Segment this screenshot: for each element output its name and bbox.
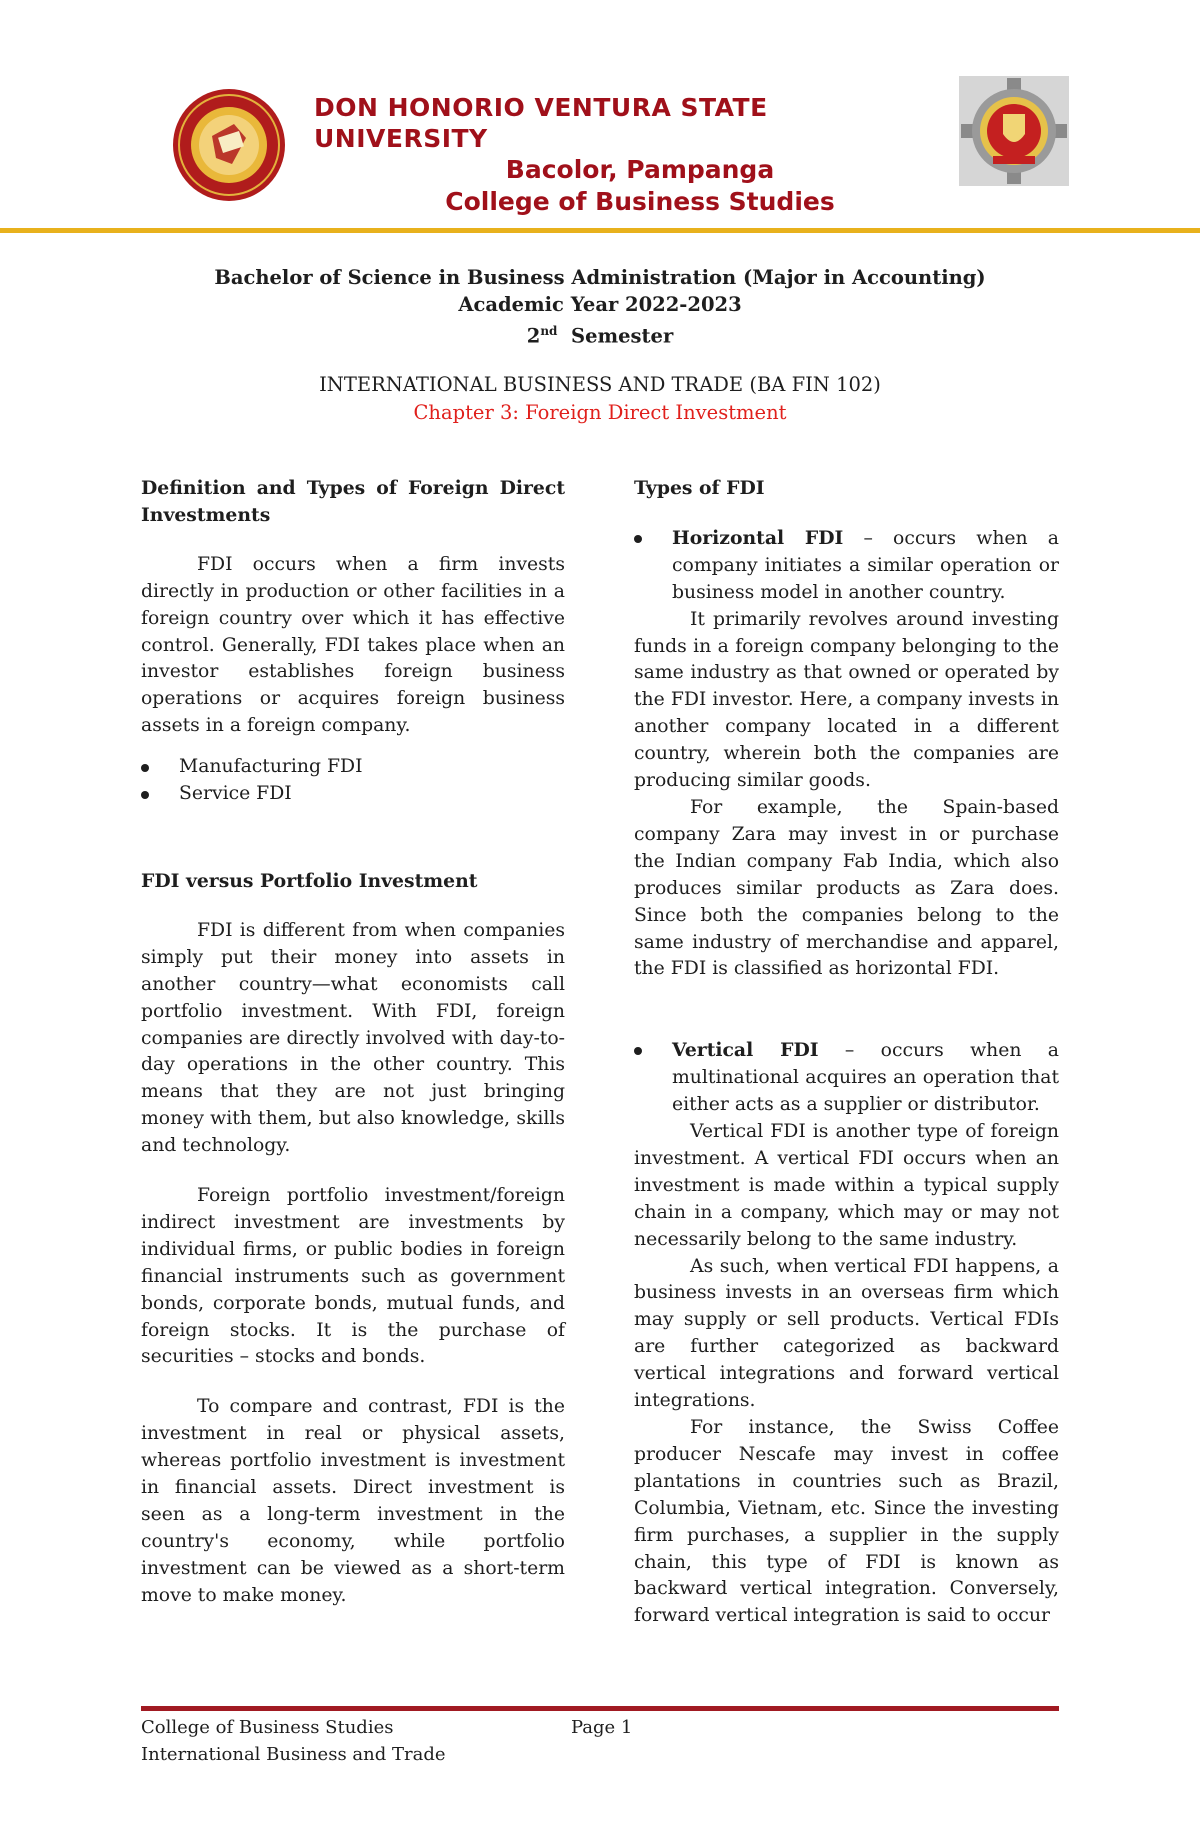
list-item xyxy=(141,754,565,781)
paragraph-fdi-difference: FDI is different from when companies simply put their money into assets in another country—what economists call portfolio investment. With FDI, foreign companies are directly involved with day-to-day operations in the other country. This means that they are not just bringing money with them, but also knowledge, skills and technology. xyxy=(141,919,565,1157)
paragraph-horizontal-explained: It primarily revolves around investing funds in a foreign company belonging to the same industry as that owned or operated by the FDI investor. Here, a company invests in another company located in a different country, wherein both the companies are producing similar goods. xyxy=(634,608,1059,792)
paragraph-vertical-explained: Vertical FDI is another type of foreign investment. A vertical FDI occurs when an investment is made within a typical supply chain in a company, which may or may not necessarily belong to the same industry. xyxy=(634,1121,1059,1250)
paragraph-vertical-happens: As such, when vertical FDI happens, a business invests in an overseas firm which may supply or sell products. Vertical FDIs are further categorized as backward vertical integrations and forward vertical integrations. xyxy=(634,1255,1059,1412)
course-block xyxy=(0,371,1200,427)
course-title: INTERNATIONAL BUSINESS AND TRADE (BA FIN 102) xyxy=(319,373,881,396)
spacer xyxy=(141,1160,565,1183)
university-name-line1: DON HONORIO VENTURA STATE xyxy=(314,93,768,122)
bullet-icon xyxy=(141,791,149,799)
dhvsu-seal-icon xyxy=(172,88,286,202)
college-name: College of Business Studies xyxy=(445,187,835,216)
semester xyxy=(0,318,1200,350)
spacer xyxy=(634,502,1059,525)
program-block xyxy=(0,264,1200,350)
section-heading-portfolio: FDI versus Portfolio Investment xyxy=(141,869,478,892)
vertical-fdi-definition: – occurs when a multinational acquires an operation that either acts as a supplier or distributor. xyxy=(672,1040,1059,1116)
footer-text xyxy=(141,1714,446,1768)
list-item-label: Manufacturing FDI xyxy=(179,756,363,778)
academic-year: Academic Year 2022-2023 xyxy=(458,293,742,316)
spacer xyxy=(141,895,565,918)
fdi-types-list xyxy=(141,754,565,808)
left-column xyxy=(141,475,565,1610)
semester-suffix: nd xyxy=(540,324,558,338)
horizontal-fdi-bullet xyxy=(634,525,1059,607)
paragraph-fdi-definition: FDI occurs when a firm invests directly in production or other facilities in a foreign country over which it has effective control. Generally, FDI takes place when an investor establishes foreign business operations or acquires foreign business assets in a foreign company. xyxy=(141,553,565,737)
list-item-label: Service FDI xyxy=(179,783,292,805)
vertical-fdi-bullet xyxy=(634,1037,1059,1119)
paragraph-vertical-example: For instance, the Swiss Coffee producer Nescafe may invest in coffee plantations in countries such as Brazil, Columbia, Vietnam, etc. Since the investing firm purchases, a supplier in the supply chain, this type of FDI is known as backward vertical integration. Conversely, forward vertical integration is said to occur xyxy=(634,1417,1059,1627)
location-text: Bacolor, Pampanga xyxy=(505,155,775,184)
page-number: Page 1 xyxy=(571,1717,633,1738)
bullet-icon xyxy=(141,764,149,772)
section-heading-types: Types of FDI xyxy=(634,477,765,499)
chapter-title: Chapter 3: Foreign Direct Investment xyxy=(413,401,787,424)
footer-divider xyxy=(141,1706,1059,1711)
bullet-icon xyxy=(634,1047,642,1055)
university-name-line2: UNIVERSITY xyxy=(314,124,488,153)
semester-word: Semester xyxy=(571,324,674,348)
university-name xyxy=(314,92,874,154)
section-heading-definition: Definition and Types of Foreign Direct Investments xyxy=(141,477,565,526)
list-item xyxy=(141,781,565,808)
paragraph-horizontal-example: For example, the Spain-based company Zara may invest in or purchase the Indian company Fab India, which also produces similar products as Zara does. Since both the companies belong to the same industry of merchandise and apparel, the FDI is classified as horizontal FDI. xyxy=(634,796,1059,980)
paragraph-portfolio-definition: Foreign portfolio investment/foreign indirect investment are investments by individual firms, or public bodies in foreign financial instruments such as government bonds, corporate bonds, mutual funds, and foreign stocks. It is the purchase of securities – stocks and bonds. xyxy=(141,1185,565,1368)
horizontal-fdi-definition: – occurs when a company initiates a similar operation or business model in another country. xyxy=(672,527,1059,603)
footer-college: College of Business Studies xyxy=(141,1717,394,1738)
right-column xyxy=(634,475,1059,1630)
semester-number: 2 xyxy=(526,324,541,348)
vertical-fdi-label: Vertical FDI xyxy=(672,1039,819,1062)
horizontal-fdi-label: Horizontal FDI xyxy=(672,526,844,549)
header-divider xyxy=(0,228,1200,233)
footer-course: International Business and Trade xyxy=(141,1744,446,1765)
spacer xyxy=(141,1371,565,1394)
paragraph-compare-contrast: To compare and contrast, FDI is the investment in real or physical assets, whereas portfolio investment is investment in financial assets. Direct investment is seen as a long-term investment in the country's economy, while portfolio investment can be viewed as a short-term move to make money. xyxy=(141,1396,565,1606)
degree-title: Bachelor of Science in Business Administration (Major in Accounting) xyxy=(214,266,986,289)
spacer xyxy=(141,529,565,552)
bullet-icon xyxy=(634,535,642,543)
university-location xyxy=(300,154,980,218)
